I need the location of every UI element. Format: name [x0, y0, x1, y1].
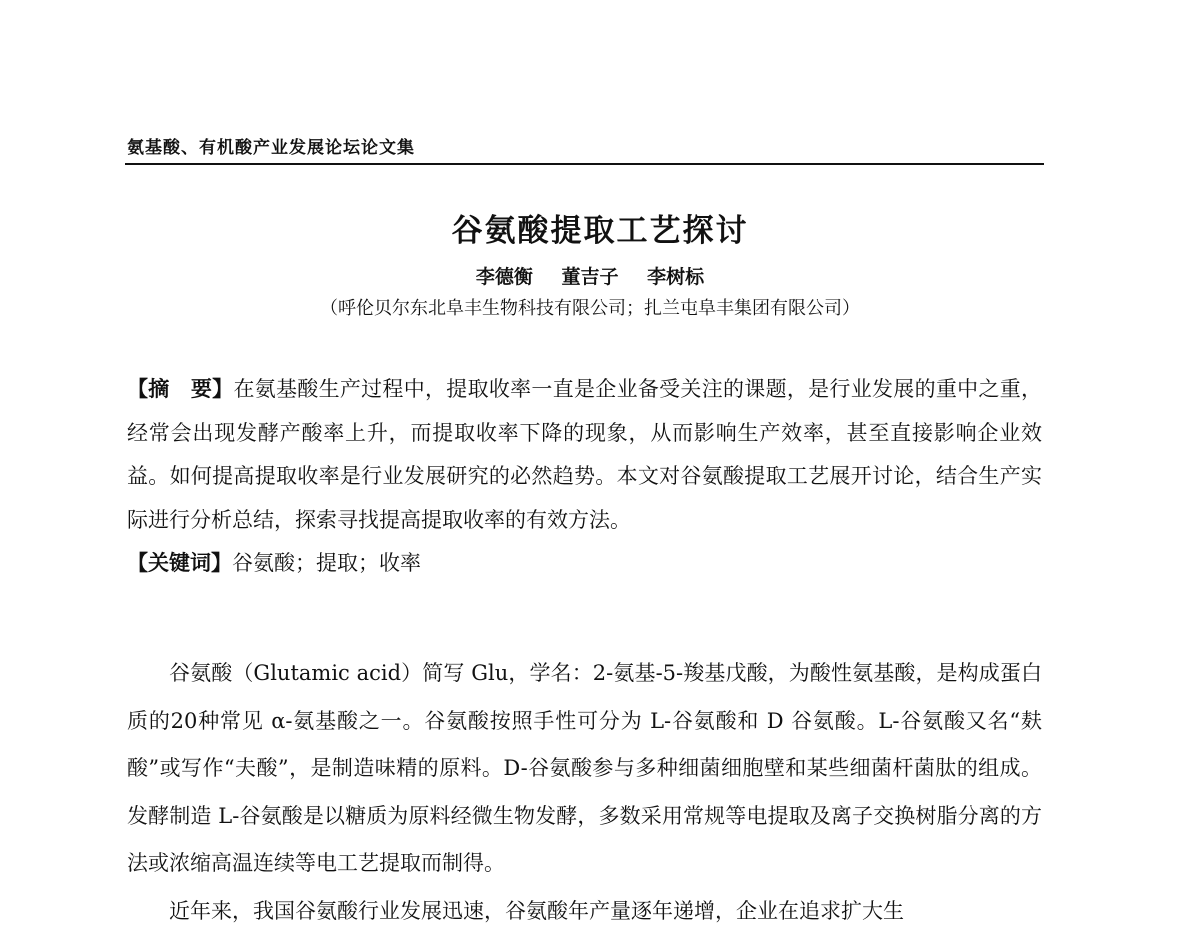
body-paragraph: 谷氨酸（Glutamic acid）简写 Glu，学名：2-氨基-5-羧基戊酸，为酸性氨基酸，是构成蛋白质的20种常见 α-氨基酸之一。谷氨酸按照手性可分为 L-谷氨酸和 D 谷氨酸。L-谷氨酸又名“麸酸”或写作“夫酸”，是制造味精的原料。D-谷氨酸参与多种细菌细胞壁和某些细菌杆菌肽的组成。发酵制造 L-谷氨酸是以糖质为原料经微生物发酵，多数采用常规等电提取及离子交换树脂分离的方法或浓缩高温连续等电工艺提取而制得。 [127, 661, 1042, 875]
keywords-label: 【关键词】 [127, 551, 232, 575]
keywords-text: 谷氨酸；提取；收率 [232, 551, 421, 575]
author-name: 董吉子 [561, 266, 619, 288]
paper-title: 谷氨酸提取工艺探讨 [451, 213, 749, 249]
header-rule [125, 163, 1044, 165]
author-name: 李树标 [647, 266, 705, 288]
running-header: 氨基酸、有机酸产业发展论坛论文集 [127, 138, 415, 158]
author-list [0, 262, 1180, 289]
body-paragraph: 近年来，我国谷氨酸行业发展迅速，谷氨酸年产量逐年递增，企业在追求扩大生 [169, 898, 904, 923]
abstract-label: 【摘 要】 [127, 377, 234, 401]
abstract [127, 368, 1042, 542]
abstract-text: 在氨基酸生产过程中，提取收率一直是企业备受关注的课题，是行业发展的重中之重，经常会出现发酵产酸率上升，而提取收率下降的现象，从而影响生产效率，甚至直接影响企业效益。如何提高提取收率是行业发展研究的必然趋势。本文对谷氨酸提取工艺展开讨论，结合生产实际进行分析总结，探索寻找提高提取收率的有效方法。 [127, 377, 1043, 532]
body-text [127, 650, 1042, 935]
author-name: 李德衡 [475, 266, 533, 288]
keywords [127, 542, 1042, 586]
affiliation: （呼伦贝尔东北阜丰生物科技有限公司；扎兰屯阜丰集团有限公司） [320, 298, 860, 319]
